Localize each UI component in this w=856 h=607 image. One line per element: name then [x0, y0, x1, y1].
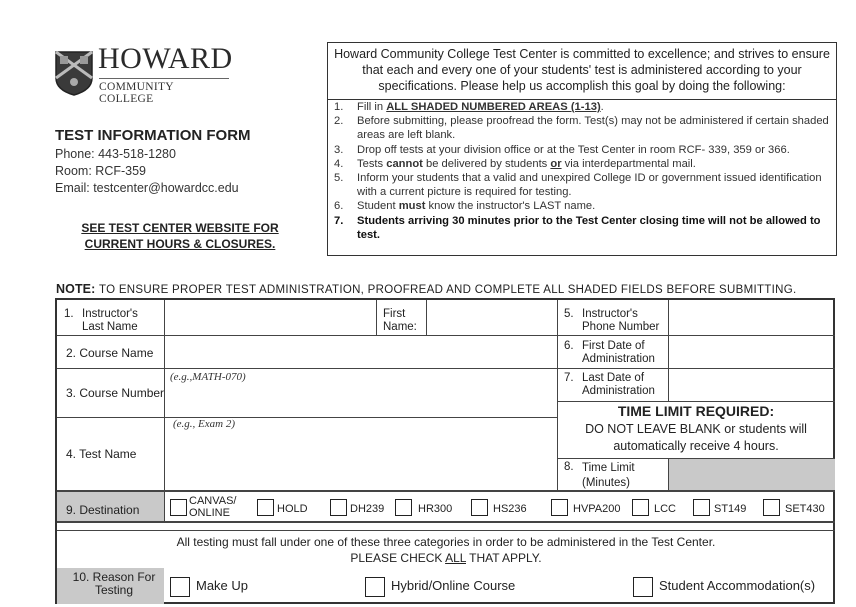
destination-label-dh239: DH239: [350, 503, 385, 515]
proofread-note: NOTE: TO ENSURE PROPER TEST ADMINISTRATION, PROOFREAD AND COMPLETE ALL SHADED FIELDS BEFORE SUBMITTING.: [56, 282, 797, 296]
field-5-label: Instructor's Phone Number: [582, 308, 660, 333]
time-limit-required-heading: TIME LIMIT REQUIRED:: [617, 403, 775, 419]
destination-checkbox-st149[interactable]: [693, 499, 710, 516]
reason-checkbox-make-up[interactable]: [170, 577, 190, 597]
test-information-form: [55, 298, 835, 604]
contact-room: Room: RCF-359: [55, 164, 146, 178]
instruction-step: 7. Students arriving 30 minutes prior to the Test Center closing time will not be allowed to test.: [334, 214, 821, 241]
destination-checkbox-lcc[interactable]: [632, 499, 649, 516]
instructor-phone-input[interactable]: [673, 305, 831, 332]
time-limit-warning: DO NOT LEAVE BLANK or students will automatically receive 4 hours.: [585, 422, 807, 453]
field-9-label: 9. Destination: [66, 503, 140, 517]
college-subtitle-logo: COMMUNITY COLLEGE: [99, 78, 229, 105]
field-8-label: Time Limit (Minutes): [582, 462, 635, 489]
instructor-first-name-input[interactable]: [431, 305, 551, 332]
destination-label-set430: SET430: [785, 503, 825, 515]
form-title: TEST INFORMATION FORM: [55, 127, 251, 144]
field-3-label: 3. Course Number: [66, 386, 165, 400]
destination-checkbox-set430[interactable]: [763, 499, 780, 516]
check-all-instruction: PLEASE CHECK ALL THAT APPLY.: [350, 551, 542, 565]
destination-checkbox-dh239[interactable]: [330, 499, 347, 516]
field-1-number: 1.: [64, 308, 74, 320]
field-7-label: Last Date of Administration: [582, 372, 655, 397]
destination-label-hold: HOLD: [277, 503, 308, 515]
instruction-step: 3. Drop off tests at your division office or at the Test Center in room RCF- 339, 359 or 366.: [334, 143, 790, 156]
instructions-box: [327, 42, 837, 256]
course-name-input[interactable]: [169, 340, 553, 366]
reason-instruction: All testing must fall under one of these three categories in order to be administered in the Test Center.: [176, 535, 716, 549]
course-number-example: (e.g.,MATH-070): [170, 371, 246, 383]
field-6-label: First Date of Administration: [582, 340, 655, 365]
destination-label-canvas: CANVAS/ ONLINE: [189, 495, 237, 519]
instruction-step: 1. Fill in ALL SHADED NUMBERED AREAS (1-13).: [334, 101, 604, 113]
contact-email: Email: testcenter@howardcc.edu: [55, 181, 239, 195]
instructions-intro: Howard Community College Test Center is committed to excellence; and strives to ensure that each and every one of your students' test is administered according to your specifications. Please help us accomplish this goal by doing the following:: [328, 43, 836, 100]
destination-checkbox-canvas[interactable]: [170, 499, 187, 516]
test-name-input[interactable]: [169, 432, 553, 486]
instruction-step: 4. Tests cannot be delivered by students or via interdepartmental mail.: [334, 157, 696, 170]
destination-checkbox-hs236[interactable]: [471, 499, 488, 516]
reason-label-hybrid: Hybrid/Online Course: [391, 578, 516, 593]
destination-label-hr300: HR300: [418, 503, 453, 515]
instruction-step: 5. Inform your students that a valid and unexpired College ID or government issued identification with a current picture is required for testing.: [334, 172, 822, 199]
last-date-input[interactable]: [673, 372, 831, 398]
first-date-input[interactable]: [673, 340, 831, 366]
instruction-step: 6. Student must know the instructor's LAST name.: [334, 200, 596, 213]
website-hours-note: SEE TEST CENTER WEBSITE FOR CURRENT HOURS & CLOSURES.: [81, 221, 279, 251]
college-crest-logo: [54, 50, 94, 96]
contact-phone: Phone: 443-518-1280: [55, 147, 176, 161]
field-5-number: 5.: [564, 308, 574, 320]
reason-checkbox-accommodation[interactable]: [633, 577, 653, 597]
field-8-number: 8.: [564, 461, 574, 473]
instruction-step: 2. Before submitting, please proofread the form. Test(s) may not be administered if certain shaded areas are left blank.: [334, 115, 829, 142]
reason-label-make-up: Make Up: [196, 578, 249, 593]
destination-checkbox-hr300[interactable]: [395, 499, 412, 516]
destination-label-hvpa200: HVPA200: [573, 503, 621, 515]
field-7-number: 7.: [564, 372, 574, 384]
destination-label-lcc: LCC: [654, 503, 677, 515]
instructor-last-name-input[interactable]: [169, 305, 369, 332]
first-name-label: First Name:: [383, 308, 417, 333]
reason-checkbox-hybrid[interactable]: [365, 577, 385, 597]
field-2-label: 2. Course Name: [66, 346, 154, 360]
field-6-number: 6.: [564, 340, 574, 352]
instructions-list: [328, 100, 836, 242]
field-1-label: Instructor's Last Name: [82, 308, 138, 333]
field-10-label: 10. Reason For Testing: [72, 570, 156, 597]
destination-checkbox-hold[interactable]: [257, 499, 274, 516]
college-name-logo: HOWARD: [98, 42, 233, 75]
time-limit-input[interactable]: [673, 461, 831, 488]
destination-label-st149: ST149: [714, 503, 747, 515]
reason-label-accommodation: Student Accommodation(s): [659, 578, 816, 593]
course-number-input[interactable]: [169, 384, 553, 414]
destination-label-hs236: HS236: [493, 503, 527, 515]
test-name-example: (e.g., Exam 2): [173, 418, 236, 430]
destination-checkbox-hvpa200[interactable]: [551, 499, 568, 516]
field-4-label: 4. Test Name: [66, 447, 137, 461]
